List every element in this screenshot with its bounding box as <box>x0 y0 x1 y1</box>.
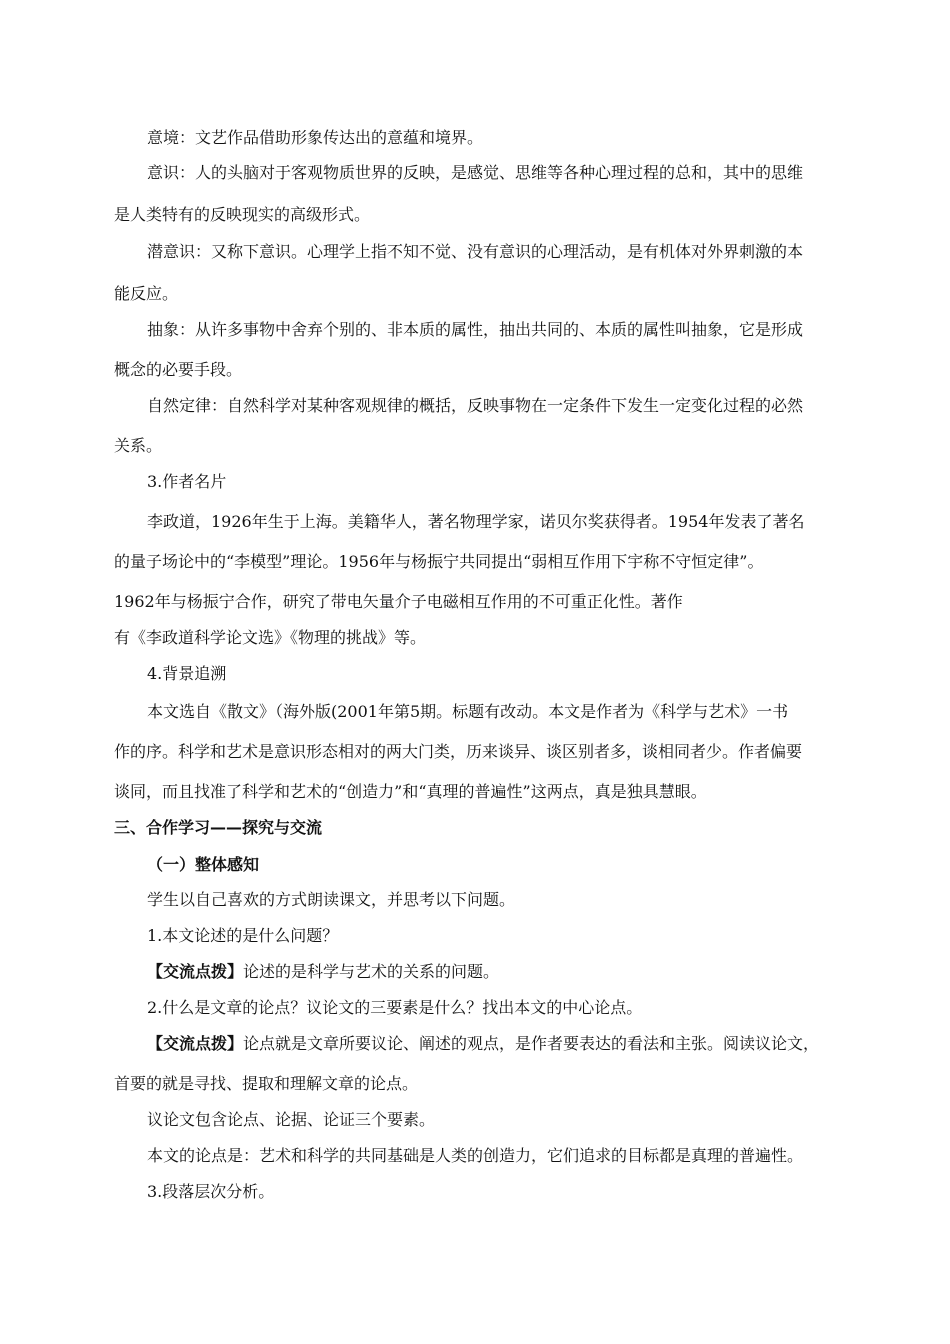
background-line3: 谈同，而且找准了科学和艺术的“创造力”和“真理的普遍性”这两点，真是独具慧眼。 <box>114 782 707 801</box>
answer-tag: 【交流点拨】 <box>147 962 244 981</box>
definition-qianyishi-line2: 能反应。 <box>114 284 179 303</box>
answer-tag: 【交流点拨】 <box>147 1034 244 1053</box>
author-bio-line2: 的量子场论中的“李模型”理论。1956年与杨振宁共同提出“弱相互作用下宇称不守恒定律”。 <box>114 552 764 571</box>
definition-chouxiang-line2: 概念的必要手段。 <box>114 360 243 379</box>
answer-2-line2: 首要的就是寻找、提取和理解文章的论点。 <box>114 1074 419 1093</box>
section-heading-background: 4.背景追溯 <box>147 664 227 683</box>
background-line1: 本文选自《散文》（海外版(2001年第5期。标题有改动。本文是作者为《科学与艺术》一书 <box>147 702 789 721</box>
answer-2-text: 论点就是文章所要议论、阐述的观点，是作者要表达的看法和主张。阅读议论文， <box>243 1034 820 1053</box>
author-bio-line1: 李政道，1926年生于上海。美籍华人，著名物理学家，诺贝尔奖获得者。1954年发表了著名 <box>147 512 805 531</box>
definition-qianyishi-line1: 潜意识：又称下意识。心理学上指不知不觉、没有意识的心理活动，是有机体对外界刺激的本 <box>147 242 804 261</box>
definition-yishi-line1: 意识：人的头脑对于客观物质世界的反映，是感觉、思维等各种心理过程的总和，其中的思维 <box>147 163 804 182</box>
author-bio-line4: 有《李政道科学论文选》《物理的挑战》等。 <box>114 628 427 647</box>
definition-yishi-line2: 是人类特有的反映现实的高级形式。 <box>114 205 371 224</box>
question-2: 2.什么是文章的论点？议论文的三要素是什么？找出本文的中心论点。 <box>147 998 643 1017</box>
definition-ziran-line1: 自然定律：自然科学对某种客观规律的概括，反映事物在一定条件下发生一定变化过程的必然 <box>147 396 804 415</box>
instruction-text: 学生以自己喜欢的方式朗读课文，并思考以下问题。 <box>147 890 516 909</box>
definition-chouxiang-line1: 抽象：从许多事物中舍弃个别的、非本质的属性，抽出共同的、本质的属性叫抽象，它是形成 <box>147 320 804 339</box>
central-argument-text: 本文的论点是：艺术和科学的共同基础是人类的创造力，它们追求的目标都是真理的普遍性。 <box>147 1146 804 1165</box>
section-heading-cooperative-learning: 三、合作学习——探究与交流 <box>114 818 323 837</box>
subheading-overall-perception: （一）整体感知 <box>147 855 260 874</box>
author-bio-line3: 1962年与杨振宁合作，研究了带电矢量介子电磁相互作用的不可重正化性。著作 <box>114 592 683 611</box>
question-3: 3.段落层次分析。 <box>147 1182 275 1201</box>
answer-1 <box>147 962 499 982</box>
definition-ziran-line2: 关系。 <box>114 436 163 455</box>
definition-yijing: 意境：文艺作品借助形象传达出的意蕴和境界。 <box>147 128 484 147</box>
background-line2: 作的序。科学和艺术是意识形态相对的两大门类，历来谈异、谈区别者多，谈相同者少。作者偏要 <box>114 742 803 761</box>
section-heading-author: 3.作者名片 <box>147 472 227 491</box>
answer-2-line1 <box>147 1034 843 1054</box>
question-1: 1.本文论述的是什么问题？ <box>147 926 339 945</box>
answer-1-text: 论述的是科学与艺术的关系的问题。 <box>243 962 500 981</box>
three-elements-text: 议论文包含论点、论据、论证三个要素。 <box>147 1110 436 1129</box>
